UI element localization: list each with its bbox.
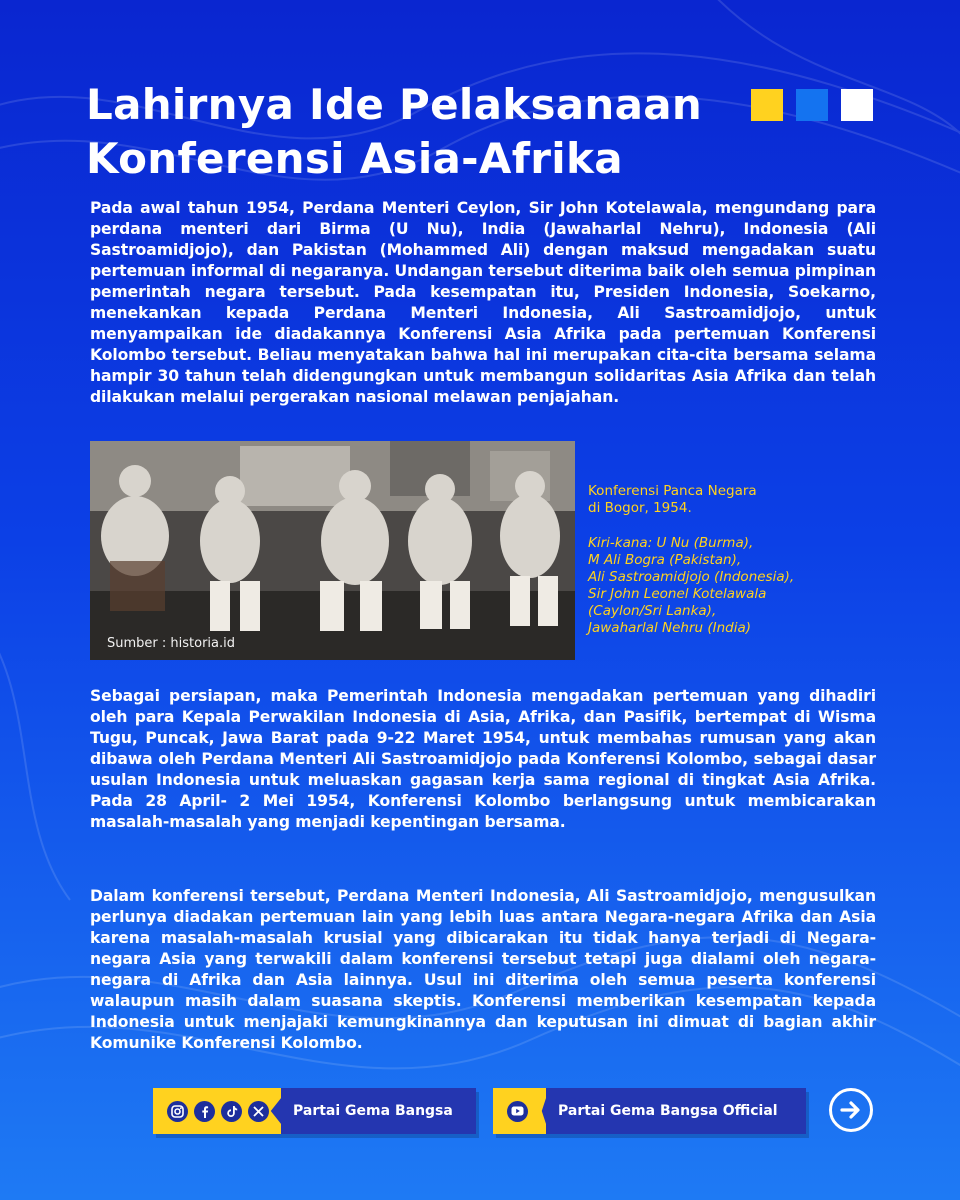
facebook-icon[interactable] <box>194 1101 215 1122</box>
youtube-icon[interactable] <box>507 1101 528 1122</box>
paragraph-conference: Dalam konferensi tersebut, Perdana Menteri Indonesia, Ali Sastroamidjojo, mengusulkan perlunya diadakan pertemuan lain yang lebih luas antara Negara-negara Afrika dan Asia karena masalah-masalah krusial yang dibicarakan itu tidak hanya terjadi di Negara-negara Asia yang terwakili dalam konferensi tersebut tetapi juga dialami oleh negara-negara di Afrika dan Asia lainnya. Usul ini diterima oleh semua peserta konferensi walaupun masih dalam suasana skeptis. Konferensi memberikan kesempatan kepada Indonesia untuk menjajaki kemungkinannya dan keputusan ini dimuat di bagian akhir Komunike Konferensi Kolombo. <box>90 887 876 1052</box>
caption-line: (Caylon/Sri Lanka), <box>588 603 717 619</box>
youtube-icon-group <box>493 1088 546 1134</box>
caption-line: Kiri-kana: U Nu (Burma), <box>588 535 754 551</box>
historical-photo <box>90 441 575 660</box>
square-yellow <box>751 89 783 121</box>
youtube-label[interactable]: Partai Gema Bangsa Official <box>558 1103 778 1119</box>
next-button[interactable] <box>829 1088 873 1132</box>
photo-caption <box>588 483 848 637</box>
square-white <box>841 89 873 121</box>
title-line-2: Konferensi Asia-Afrika <box>86 134 623 183</box>
social-icons-group <box>153 1088 281 1134</box>
decorative-squares <box>751 89 873 121</box>
paragraph-intro: Pada awal tahun 1954, Perdana Menteri Ceylon, Sir John Kotelawala, mengundang para perdana menteri dari Birma (U Nu), India (Jawaharlal Nehru), Indonesia (Ali Sastroamidjojo), dan Pakistan (Mohammed Ali) dengan maksud mengadakan suatu pertemuan informal di negaranya. Undangan tersebut diterima baik oleh semua pimpinan pemerintah negara tersebut. Pada kesempatan itu, Presiden Indonesia, Soekarno, menekankan kepada Perdana Menteri Indonesia, Ali Sastroamidjojo, untuk menyampaikan ide diadakannya Konferensi Asia Afrika pada pertemuan Konferensi Kolombo tersebut. Beliau menyatakan bahwa hal ini merupakan cita-cita bersama selama hampir 30 tahun telah didengungkan untuk membangun solidaritas Asia Afrika dan telah dilakukan melalui pergerakan nasional melawan penjajahan. <box>90 199 876 406</box>
paragraph-preparation: Sebagai persiapan, maka Pemerintah Indonesia mengadakan pertemuan yang dihadiri oleh para Kepala Perwakilan Indonesia di Asia, Afrika, dan Pasifik, bertempat di Wisma Tugu, Puncak, Jawa Barat pada 9-22 Maret 1954, untuk membahas rumusan yang akan dibawa oleh Perdana Menteri Ali Sastroamidjojo pada Konferensi Kolombo, sebagai dasar usulan Indonesia untuk meluaskan gagasan kerja sama regional di tingkat Asia Afrika. Pada 28 April- 2 Mei 1954, Konferensi Kolombo berlangsung untuk membicarakan masalah-masalah yang menjadi kepentingan bersama. <box>90 687 876 831</box>
photo-illustration <box>90 441 575 660</box>
social-label[interactable]: Partai Gema Bangsa <box>293 1103 453 1119</box>
youtube-pill <box>493 1088 806 1134</box>
caption-title-line-2: di Bogor, 1954. <box>588 500 692 516</box>
x-icon[interactable] <box>248 1101 269 1122</box>
title-line-1: Lahirnya Ide Pelaksanaan <box>86 80 703 129</box>
social-pill <box>153 1088 476 1134</box>
caption-title <box>588 483 848 517</box>
instagram-icon[interactable] <box>167 1101 188 1122</box>
page-title <box>86 78 726 186</box>
caption-line: Sir John Leonel Kotelawala <box>588 586 767 602</box>
photo-source: Sumber : historia.id <box>107 636 235 651</box>
caption-title-line-1: Konferensi Panca Negara <box>588 483 757 499</box>
arrow-right-circle-icon <box>840 1100 862 1120</box>
caption-line: M Ali Bogra (Pakistan), <box>588 552 742 568</box>
tiktok-icon[interactable] <box>221 1101 242 1122</box>
square-blue <box>796 89 828 121</box>
caption-line: Ali Sastroamidjojo (Indonesia), <box>588 569 795 585</box>
caption-line: Jawaharlal Nehru (India) <box>588 620 752 636</box>
